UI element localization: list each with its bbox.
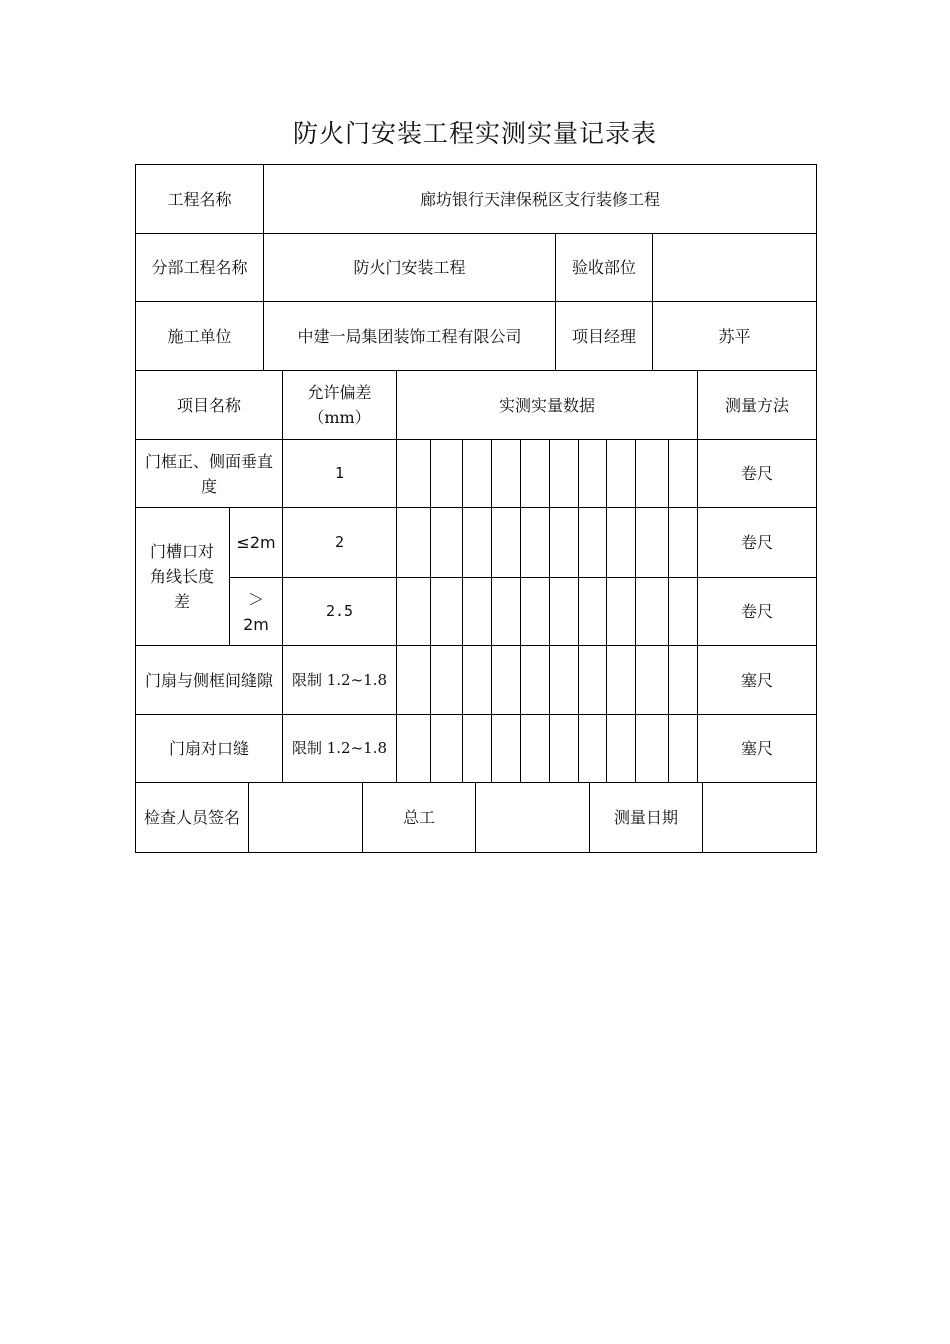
- header-data: 实测实量数据: [498, 395, 595, 415]
- row-method: 卷尺: [740, 602, 773, 621]
- acceptance-part-value: [653, 234, 816, 301]
- header-tolerance: [283, 371, 396, 439]
- contractor-value: 中建一局集团装饰工程有限公司: [297, 326, 522, 346]
- row-tolerance: 限制 1.2~1.8: [291, 739, 388, 757]
- sub-project-value: 防火门安装工程: [353, 258, 466, 277]
- row-tolerance: 2: [334, 533, 345, 551]
- row-sub-condition: ≤2m: [236, 533, 276, 552]
- row-item-name: 门扇与侧框间缝隙: [144, 670, 273, 690]
- header-item: 项目名称: [176, 395, 241, 415]
- header-tolerance-line2: （mm）: [308, 408, 371, 427]
- row-tolerance: 1: [334, 464, 345, 482]
- contractor-label: 施工单位: [167, 326, 232, 346]
- project-name-value: 廊坊银行天津保税区支行装修工程: [419, 189, 660, 209]
- row-item-name: 门框正、侧面垂直度: [144, 451, 273, 496]
- measure-date-value: [703, 783, 816, 852]
- row-method: 卷尺: [740, 533, 773, 552]
- header-method: 测量方法: [724, 395, 789, 415]
- row-method: 塞尺: [740, 670, 773, 690]
- project-name-label: 工程名称: [167, 189, 232, 209]
- manager-label: 项目经理: [571, 326, 636, 346]
- row-tolerance: 限制 1.2~1.8: [291, 670, 388, 689]
- row-sub-condition: ＞2m: [243, 589, 269, 634]
- measure-date-label: 测量日期: [613, 808, 678, 827]
- row-method: 卷尺: [740, 464, 773, 483]
- chief-engineer-label: 总工: [402, 808, 435, 827]
- manager-value: 苏平: [718, 326, 751, 346]
- inspector-label: 检查人员签名: [143, 808, 240, 827]
- row-tolerance: 2.5: [325, 602, 354, 620]
- sub-project-label: 分部工程名称: [151, 258, 248, 277]
- row-method: 塞尺: [740, 739, 773, 758]
- row-item-name: 门扇对口缝: [168, 739, 249, 758]
- chief-engineer-value: [476, 783, 589, 852]
- row-group-name: 门槽口对角线长度差: [149, 542, 214, 611]
- acceptance-part-label: 验收部位: [571, 258, 636, 277]
- header-tolerance-line1: 允许偏差: [307, 383, 372, 402]
- page-title: 防火门安装工程实测实量记录表: [292, 119, 657, 148]
- inspector-signature: [249, 783, 362, 852]
